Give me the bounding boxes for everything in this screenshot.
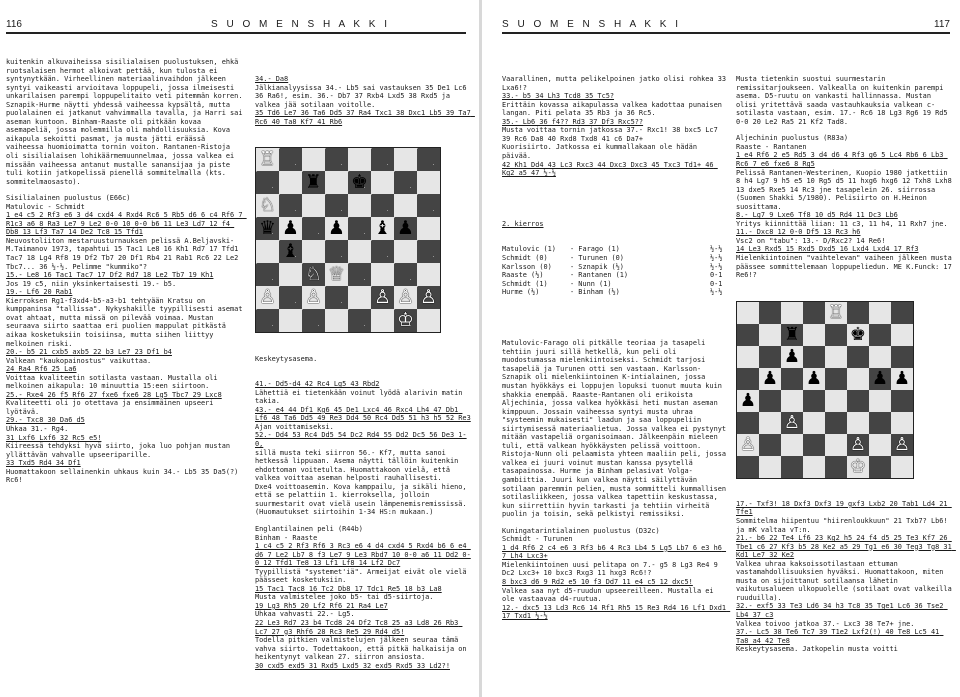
black-pawn-icon: ♟: [871, 367, 889, 389]
result-black: - Nunn (1): [570, 279, 612, 288]
round-results-table: [502, 245, 728, 297]
white-king-icon: ♔: [397, 309, 414, 332]
paragraph: 1 e4 c5 2 Rf3 e6 3 d4 cxd4 4 Rxd4 Rc6 5 Rb5 d6 6 c4 Rf6 7 R1c3 a6 8 Ra3 Le7 9 Le2 0-0 10 0-0 b6 11 Le3 Ld7 12 f4 Db8 13 Lf3 Ta7 14 De2 Tc8 15 Tfd1: [6, 211, 247, 237]
text-column-4: [736, 58, 956, 694]
paragraph: Englantilainen peli (R44b): [255, 524, 363, 533]
white-queen-icon: ♕: [328, 263, 345, 286]
white-pawn-icon: ♙: [305, 286, 322, 309]
paragraph: Valkean "kaukopainostus" vaikuttaa.: [6, 356, 152, 365]
paragraph: Keskeytysasema. Jatkopelin musta voitti: [736, 645, 898, 654]
white-pawn-icon: ♙: [397, 286, 414, 309]
white-pawn-icon: ♙: [420, 286, 437, 309]
round-title: 2. kierros: [502, 219, 544, 228]
paragraph: [255, 517, 473, 525]
white-pawn-icon: ♙: [739, 433, 757, 455]
white-pawn-icon: ♙: [374, 286, 391, 309]
paragraph: 19.- Lf6 20 Rab1: [6, 288, 73, 297]
paragraph: [736, 126, 952, 134]
paragraph: Sommitelma hiipentuu "hiirenloukkuun" 21 Txb7? Lb6! ja mK valtaa vT:n.: [736, 516, 952, 534]
text-column-1: [6, 58, 247, 694]
paragraph: 12.- dxc5 13 Ld3 Rc6 14 Rf1 Rh5 15 Re3 Rd4 16 Lf1 Dxd1 17 Txd1 ½-½: [502, 603, 731, 621]
black-pawn-icon: ♟: [805, 367, 823, 389]
result-white: Schmidt (0): [502, 254, 548, 263]
paragraph: Pelissä Rantanen-Westerinen, Kuopio 1980 jatkettiin 8 h4 Lg7 9 h5 e5 10 Rg5 d5 11 hxg6 hxg6 12 Txh8 Lxh8 13 dxe5 Rxe5 14 Rc3 jne tasapelein 26. siirrossa (Suomen Shakki 5/1980). Pelisiirto on H.Heinon suosittama.: [736, 168, 956, 211]
white-pawn-icon: ♙: [783, 411, 801, 433]
paragraph: 30 cxd5 exd5 31 Rxd5 Lxd5 32 exd5 Rxd5 33 Ld2?!: [255, 661, 450, 670]
paragraph: Vaarallinen, mutta pelikelpoinen jatko olisi rohkea 33 Lxa6!?: [502, 75, 731, 92]
diagram-caption: Keskeytysasema.: [255, 354, 318, 363]
paragraph: Vsc2 on "tabu": 13.- D/Rxc2? 14 Re6!: [736, 236, 886, 245]
paragraph: Kuningatarintialainen puolustus (D32c): [502, 526, 660, 535]
black-rook-icon: ♜: [783, 323, 801, 345]
right-page: [482, 0, 960, 697]
black-pawn-icon: ♟: [739, 389, 757, 411]
column-2-top-text: [255, 75, 473, 126]
paragraph: 42 Kh1 Dd4 43 Lc3 Rxc3 44 Dxc3 Dxc3 45 Txc3 Td1+ 46 Kg2 a5 47 ½-½: [502, 160, 718, 178]
black-pawn-icon: ♟: [761, 367, 779, 389]
paragraph: Erittäin kovassa aikapulassa valkea kadottaa punaisen langan. Piti pelata 35 Rb3 ja 36 Rc5.: [502, 100, 727, 118]
black-pawn-icon: ♟: [783, 345, 801, 367]
page-number: 116: [6, 19, 22, 30]
paragraph: Jälkianalyysissa 34.- Lb5 sai vastauksen 35 De1 Lc6 36 Ra6!, esim. 36.- Db7 37 Rxb4 Lxd5 38 Rxd5 ja valkea jää sotilaan voitolle.: [255, 83, 471, 109]
paragraph: 1 d4 Rf6 2 c4 e6 3 Rf3 b6 4 Rc3 Lb4 5 Lg5 Lb7 6 e3 h6 7 Lh4 Lxc3+: [502, 543, 727, 561]
black-king-icon: ♚: [849, 323, 867, 345]
text-column-3: [502, 58, 731, 694]
paragraph: Dxe4 voittoasemin. Kova kamppailu, ja sikäli hieno, että se pelattiin 1. kierroksella, jolloin suurmestarit ovat vielä usein lämpenemisremississä. (Huomautukset siirtoihin 1-34 HS:n mukaan.): [255, 482, 471, 517]
paragraph: 22 Le3 Rd7 23 b4 Tcd8 24 Df2 Tc8 25 a3 Ld8 26 Rb3 Lc7 27 g3 Rhf6 28 Rc3 Re5 29 Rd4 d5!: [255, 618, 463, 636]
paragraph: Neuvostoliiton mestaruusturnauksen pelissä A.Beljavski-M.Taimanov 1973, tapahtui 15 Tac1 Le8 16 Kh1 Rd7 17 Tfd1 Tac7 18 Lg4 Rf8 19 Df2 Tb7 20 Df1 Rb4 21 Rab1 Rc6 22 Le2 Tbc7... 36 ½-½. Pelimme "kummiko"?: [6, 236, 243, 271]
column-3-bottom-text: [502, 339, 731, 621]
column-2-bottom-text: [255, 380, 473, 670]
paragraph: 35 Td6 Le7 36 Ta6 Dd5 37 Ra4 Txc1 38 Dxc1 Lb5 39 Ta7 Rc6 40 Ta8 Kf7 41 Rb6: [255, 109, 475, 126]
paragraph: 1 c4 c5 2 Rf3 Rf6 3 Rc3 e6 4 d4 cxd4 5 Rxd4 b6 6 e4 d6 7 Le2 Lb7 8 f3 Le7 9 Le3 Rbd7 10 0-0 a6 11 Dd2 0-0 12 Tfd1 Te8 13 Lf1 Lf8 14 Lf2 Dc7: [255, 542, 471, 568]
paragraph: 43.- e4 44 Df1 Kg6 45 De1 Lxc4 46 Rxc4 Lh4 47 Db1 Lf6 48 Ta6 Dd5 49 Re3 Dd4 50 Rc4 Dd5 51 h3 h5 52 Re3: [255, 405, 471, 423]
paragraph: 1 e4 Rf6 2 e5 Rd5 3 d4 d6 4 Rf3 g6 5 Lc4 Rb6 6 Lb3 Rc6 7 e6 fxe6 8 Rg5: [736, 151, 948, 169]
paragraph: 19 Lg3 Rh5 20 Lf2 Rf6 21 Ra4 Le7: [255, 601, 388, 610]
paragraph: 11.- Dxc8 12 0-0 Df5 13 Rc3 h6: [736, 228, 861, 237]
white-knight-icon: ♘: [305, 263, 322, 286]
right-running-head: [502, 2, 950, 34]
result-score: 0-1: [710, 271, 723, 280]
paragraph: Voittaa kvaliteetin sotilasta vastaan. Mustalla oli melkoinen aikapula: 10 minuuttia 15:een siirtoon.: [6, 373, 222, 391]
paragraph: [6, 186, 244, 194]
white-knight-icon: ♘: [259, 194, 276, 217]
paragraph: 29.- Txc8 30 Da6 d5: [6, 416, 85, 425]
paragraph: 33 Txd5 Rd4 34 Df1: [6, 459, 81, 468]
white-rook-icon: ♖: [827, 301, 845, 323]
paragraph: Mielenkiintoinen "vaihtelevan" vaiheen jälkeen musta päässee sommittelemaan loppupeliedun. ME K.Funck: 17 Re6!?: [736, 254, 956, 280]
paragraph: 41.- Dd5-d4 42 Rc4 Lg5 43 Rbd2: [255, 380, 380, 389]
paragraph: 52.- Dd4 53 Rc4 Dd5 54 Dc2 Rd4 55 Dd2 Dc5 56 De3 1-0,: [255, 431, 467, 449]
paragraph: 15.- Le8 16 Tac1 Tac7 17 Df2 Rd7 18 Le2 Tb7 19 Kh1: [6, 271, 214, 280]
paragraph: 20.- b5 21 cxb5 axb5 22 b3 Le7 23 Df1 b4: [6, 348, 172, 357]
white-pawn-icon: ♙: [849, 433, 867, 455]
paragraph: 34.- Da8: [255, 75, 289, 84]
paragraph: Musta voittaa tornin jatkossa 37.- Rxc1! 38 bxc5 Lc7 39 Rc6 Da8 40 Rxd8 Txd8 41 c6 Da7+: [502, 126, 722, 143]
running-head-title: S U O M E N S H A K K I: [211, 19, 391, 30]
result-score: ½-½: [710, 245, 723, 254]
paragraph: Lähettiä ei tietenkään voinut lyödä alarivin matin takia.: [255, 388, 467, 406]
paragraph: Ajan voittamiseksi.: [255, 422, 334, 431]
paragraph: Musta valmistelee joko b5- tai d5-siirtoja.: [255, 593, 434, 602]
paragraph: 25.- Rxe4 26 f5 Rf6 27 fxe6 fxe6 28 Lg5 Tbc7 29 Lxc8: [6, 390, 222, 399]
paragraph: 24 Ra4 Rf6 25 La6: [6, 365, 77, 374]
paragraph: Mielenkiintoinen uusi pelitapa on 7.- g5 8 Lg3 Re4 9 Dc2 Lxc3+ 10 bxc3 Rxg3 11 hxg3 Rc6!?: [502, 560, 722, 578]
black-queen-icon: ♛: [259, 217, 276, 240]
chess-diagram-2: [736, 301, 914, 479]
paragraph: Huomattakoon sellainenkin uhkaus kuin 34.- Lb5 35 Da5(?) Rc6!: [6, 467, 243, 485]
running-head-title: S U O M E N S H A K K I: [502, 19, 682, 30]
paragraph: Schmidt - Turunen: [502, 535, 573, 544]
result-black: - Turunen (0): [570, 254, 624, 263]
paragraph: Tyypillistä "systemet'iä". Armeijat eivät ole vielä päässeet kosketuksiin.: [255, 567, 471, 585]
result-score: ½-½: [710, 254, 723, 263]
paragraph: 8 bxc3 d6 9 Rd2 e5 10 f3 Dd7 11 e4 c5 12 dxc5!: [502, 578, 693, 586]
paragraph: Sisilialainen puolustus (E66c): [6, 194, 131, 203]
result-black: - Rantanen (1): [570, 271, 629, 280]
paragraph: Musta tietenkin suostui suurmestarin remissitarjoukseen. Valkealla on kuitenkin parempi asema. D5-ruutu on vankasti hallinnassa. Mustan olisi yritettävä saada vastauhkauksia valkean c-sotilasta vastaan, esim. 17.- Rc6 18 Lg3 Rg6 19 Rd5 0-0 20 Le2 Ra5 21 Kf2 Tad8.: [736, 75, 952, 126]
black-bishop-icon: ♝: [282, 240, 299, 263]
paragraph: Matulovic-Farago oli pitkälle teoriaa ja tasapeli tehtiin juuri sillä hetkellä, kun peli oli muodostumassa mielenkiintoiseksi. Schmidt tarjosi tasapeliä ja Turunen otti sen vastaan. Karlsson-Sznapik oli mielenkiintoinen K-intialainen, jossa mustan hyökkäys ei loppujen lopuksi tuonut muuta kuin shakkia enempää. Raaste-Rantanen oli erikoista Aljechinia, jossa valkea hyökkäsi heti mustan aseman kimppuun. Jossain vaiheessa syntyi musta uhraa "systeemin mukaisesti" laadun ja saa loppupeliin siirtymisessä materiaalietua. Jossa valkea ei pystynyt mitään vastapeliä organisoimaan. Jälkeenpäin mieleen tuli, että valkean hyökkäysten pelissä voittoon. Ristoja-Nunn oli pelaamista yhteen maaliin peli, jossa valkea ei juuri voinut mustan kanssa pysytellä tasapainossa. Hurme ja Binham pelasivat Volga-gambiittia. Juuri kun valkea näytti säilyttävän sotilaan paremmin pelien, musta sommitteli kummallisen sotilasliikkeen, jossa valkea tapettiin keskustassa, kun siirrettiin hyvin tarkasti ja tehtiin virheitä puolin ja toisin, sekä pelkistyi remissiksi.: [502, 339, 731, 519]
result-score: 0-1: [710, 279, 723, 288]
black-pawn-icon: ♟: [893, 367, 911, 389]
paragraph: Kiireessä tehdyksi hyvä siirto, joka luo pohjan mustan yllättävän vahvalle upseeriparille.: [6, 442, 235, 459]
result-white: Matulovic (1): [502, 245, 556, 254]
white-king-icon: ♔: [849, 455, 867, 477]
result-black: - Binham (½): [570, 288, 620, 297]
black-pawn-icon: ♟: [328, 217, 345, 240]
black-pawn-icon: ♟: [282, 217, 299, 240]
paragraph: Raaste - Rantanen: [736, 142, 807, 151]
black-rook-icon: ♜: [305, 171, 322, 194]
result-black: - Sznapik (½): [570, 262, 624, 271]
paragraph: Uhkaa 31.- Rg4.: [6, 424, 69, 433]
chess-diagram-1: [255, 147, 441, 333]
black-bishop-icon: ♝: [374, 217, 391, 240]
paragraph: Kvaliteetti oli jo otettava ja ensimmäinen upseeri lyötävä.: [6, 399, 218, 416]
result-score: ½-½: [710, 288, 723, 297]
paragraph: Todella pitkien valmistelujen jälkeen seuraa tämä vahva siirto. Todettakoon, että pitkä halkaisija on heikentynyt valkean 27. siirron ansiosta.: [255, 636, 471, 662]
result-white: Karlsson (0): [502, 262, 552, 271]
paragraph: Uhkaa vahvasti 22.- Lg5.: [255, 610, 355, 619]
black-king-icon: ♚: [351, 171, 368, 194]
paragraph: Valkea toivoo jatkoa 37.- Lxc3 38 Te7+ jne.: [736, 619, 915, 628]
paragraph: 32.- exf5 33 Te3 Ld6 34 h3 Tc8 35 Tge1 Lc6 36 Tse2 Lb4 37 c3: [736, 602, 948, 619]
page-number: 117: [934, 19, 950, 30]
paragraph: Jos 19 c5, niin yksinkertaisesti 19.- b5.: [6, 279, 177, 288]
paragraph: 14 Le3 Rxd5 15 Rxd5 Dxd5 16 Lxd4 Lxd4 17 Rf3: [736, 245, 919, 254]
result-black: - Farago (1): [570, 245, 620, 254]
paragraph: Binham - Raaste: [255, 533, 318, 542]
result-white: Schmidt (1): [502, 279, 548, 288]
paragraph: Valkea saa nyt d5-ruudun upseereilleen. Mustalla ei ole vastaavaa d4-ruutua.: [502, 586, 718, 604]
paragraph: Yritys kiinnittää liian: 11 c3, 11 h4, 11 Rxh7 jne.: [736, 219, 948, 228]
left-running-head: [6, 2, 466, 34]
paragraph: [502, 519, 728, 527]
column-4-bottom-text: [736, 499, 956, 654]
column-4-top-text: [736, 75, 956, 280]
result-score: ½-½: [710, 262, 723, 271]
paragraph: kuitenkin alkuvaiheissa sisilialaisen puolustuksen, ehkä ruotsalaisen hermot alkoivat pettää, kun tulosta ei syntynytkään. Virheellinen materiaalinvaihdon jälkeen syntyi vaikeasti arvioitava loppupeli, jossa ilmeisesti unkarilaisen parempi loppupelitaito veti pitemmän korren. Sznapik-Hurme näytti yhdessä vaiheessa kypsältä, mutta puolalainen ei jatkanut vahvimmalla tavalla, ja Harri sai aseman kuntoon. Binham-Raaste oli pitkään kovaa asemapeliä, jossa molemmilla oli mahdollisuuksia. Kova aikapula sekoitti pasmat, ja musta jätti eräässä vaiheessa huomioimatta tornin voiton. Rantanen-Ristoja oli sisilialaisen lohikäärmemuunnelmaa, jossa valkea ei missään vaiheessa antanut mustalle sanansijaa ja piste tuli kotiin jatkopelissä pienellä sommitelmalla (kts. sommitelmaosasto).: [6, 58, 247, 186]
text-column-2: [255, 58, 473, 694]
white-pawn-icon: ♙: [893, 433, 911, 455]
paragraph: Aljechinin puolustus (R83a): [736, 134, 849, 143]
paragraph: Matulovic - Schmidt: [6, 202, 85, 211]
paragraph: 17.- Txf3! 18 Dxf3 Dxf3 19 gxf3 Lxb2 20 Tab1 Ld4 21 Tfe1: [736, 499, 952, 517]
paragraph: 33.- b5 34 Lh3 Tcd8 35 Tc5?: [502, 92, 615, 101]
paragraph: Kierroksen Rg1-f3xd4-b5-a3-b1 tehtyään Kratsu on kumppaninsa "tallissa". Nykyshakille tyypillisesti asemat ovat ahtaat, mutta missä on pilevää voimaa. Mustan seuraava siirto saattaa eri puolien mappulat pitkästä aikaa kosketuksiin toisiinsa, mutta siihen liittyy melkoinen riski.: [6, 296, 247, 348]
paragraph: 21.- b6 22 Te4 Lf6 23 Kg2 h5 24 f4 d5 25 Te3 Kf7 26 Tbe1 c6 27 Kf3 b5 28 Ke2 a5 29 Tg1 e6 30 Teg3 Tg8 31 Kd1 Le7 32 Ke2: [736, 534, 956, 560]
paragraph: 8.- Lg7 9 Lxe6 Tf8 10 d5 Rd4 11 Dc3 Lb6: [736, 211, 898, 220]
white-pawn-icon: ♙: [259, 286, 276, 309]
result-white: Raaste (½): [502, 271, 544, 280]
paragraph: Valkea uhraa kaksoissotilastaan ettuman vastamahdollisuuksien hyväksi. Huomattakoon, miten musta on sijoittanut sotilaansa lähetin vaikutusalueen ulkopuolelle (sotilaat ovat valkeilla ruuduilla).: [736, 559, 956, 602]
paragraph: 35.- Lb6 36 f4?? Rd3 37 Df3 Rxc5??: [502, 117, 644, 126]
paragraph: 31 Lxf6 Lxf6 32 Rc5 e5!: [6, 433, 102, 442]
paragraph: 37.- Lc5 38 Te6 Tc7 39 T1e2 Lxf2(!) 40 Te8 Lc5 41 Ta8 a4 42 Te8: [736, 628, 944, 645]
black-pawn-icon: ♟: [397, 217, 414, 240]
paragraph: 15 Tac1 Tac8 16 Tc2 Db8 17 Tdc1 Re5 18 b3 La8: [255, 584, 442, 593]
paragraph: sillä musta teki siirron 56.- Kf7, mutta sanoi hetkessä lippuaan. Asema näytti tällöin kuitenkin ehdottoman voitetulta. Huomattakoon vielä, että valkea voittaa aseman helposti rauhallisesti.: [255, 448, 463, 483]
column-3-top-text: [502, 75, 731, 178]
result-white: Hurme (½): [502, 288, 540, 297]
white-rook-icon: ♖: [259, 148, 276, 171]
paragraph: Kuorisiirto. Jatkossa ei kummallakaan ole hädän päivää.: [502, 143, 702, 161]
